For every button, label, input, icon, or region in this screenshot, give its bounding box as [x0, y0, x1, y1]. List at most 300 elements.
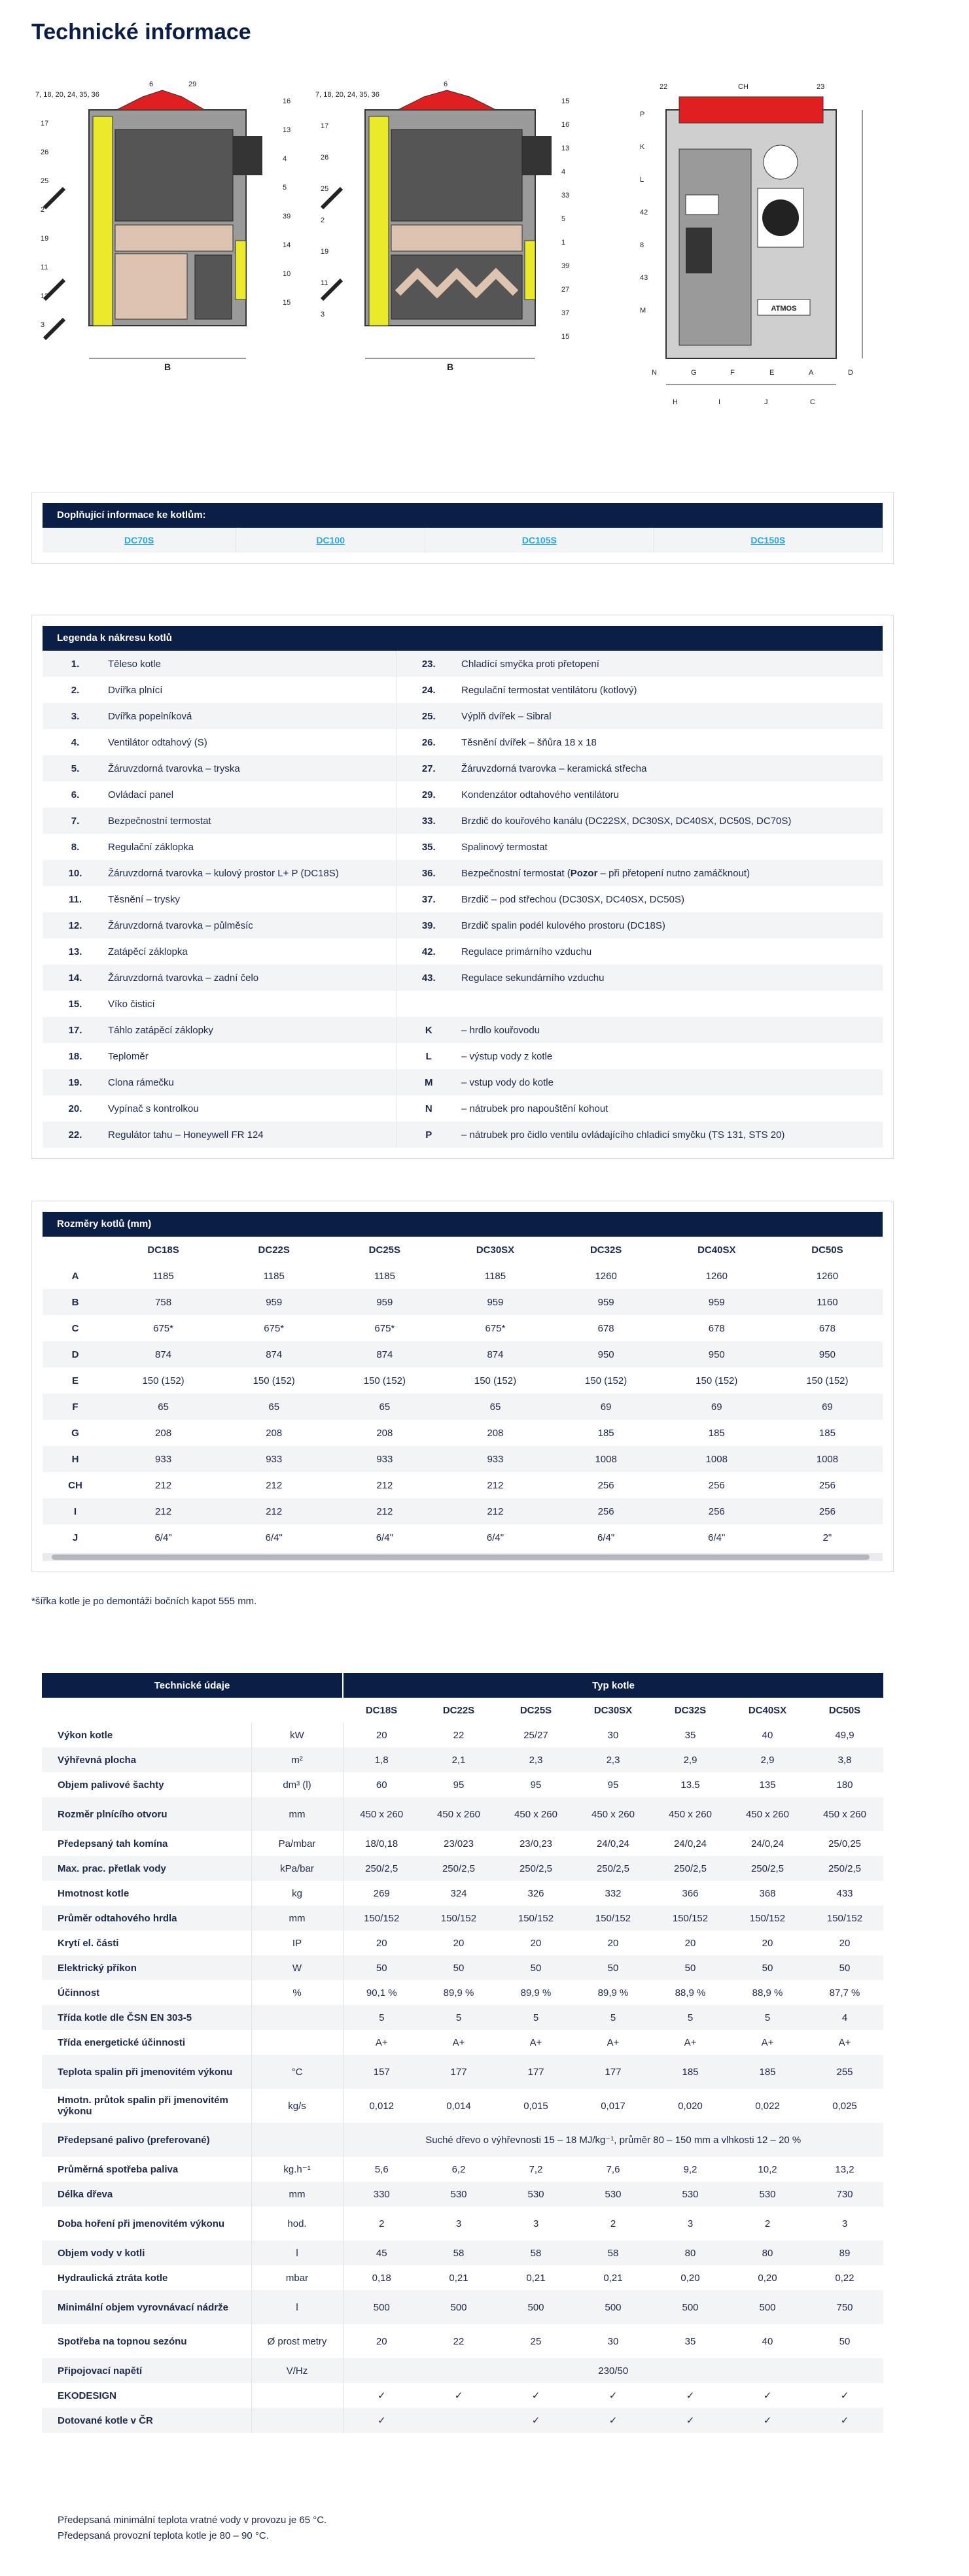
legend-text: – vstup vody do kotle — [461, 1069, 883, 1095]
dimension-value: 758 — [108, 1289, 219, 1315]
param-name: Hydraulická ztráta kotle — [58, 2272, 168, 2284]
dimension-value: 933 — [440, 1446, 550, 1472]
legend-number: 33. — [396, 808, 461, 834]
param-value: 433 — [836, 1887, 853, 1899]
legend-number: 2. — [71, 684, 80, 696]
param-value: 250/2,5 — [729, 1856, 806, 1881]
legend-text: Táhlo zatápěcí záklopky — [108, 1017, 396, 1043]
scrollbar-thumb[interactable] — [52, 1554, 870, 1560]
param-value: 5 — [652, 2005, 729, 2030]
param-value: 177 — [497, 2055, 574, 2089]
boiler-drawings — [31, 77, 875, 417]
dimension-value: 150 (152) — [253, 1375, 295, 1386]
legend-number: 19. — [43, 1069, 108, 1095]
param-value: 3 — [687, 2218, 694, 2229]
tech-head-left: Technické údaje — [42, 1673, 343, 1698]
dimension-value: 208 — [155, 1427, 172, 1439]
param-value: 150/152 — [806, 1906, 883, 1931]
param-value: A+ — [452, 2036, 465, 2048]
legend-text: Brzdič do kouřového kanálu (DC22SX, DC30SX, DC40SX, DC50S, DC70S) — [461, 808, 883, 834]
dimension-row — [43, 1524, 883, 1551]
param-value: 366 — [682, 1887, 699, 1899]
legend-number: 13. — [68, 946, 82, 957]
param-value: 269 — [373, 1887, 390, 1899]
dimension-value: 959 — [661, 1289, 772, 1315]
callout-label: 5 — [283, 184, 287, 192]
param-value: 25/27 — [523, 1729, 548, 1741]
dimensions-table — [43, 1237, 883, 1551]
legend-text: Žáruvzdorná tvarovka – zadní čelo — [108, 965, 396, 991]
dimension-value: 212 — [329, 1498, 440, 1524]
dimension-row — [43, 1446, 883, 1472]
param-value: A+ — [607, 2036, 620, 2048]
dimension-value: 874 — [219, 1341, 329, 1367]
callout-label: 17 — [321, 122, 329, 130]
param-unit — [251, 2123, 343, 2157]
dimension-value: 212 — [376, 1479, 393, 1491]
callout-label: 25 — [41, 177, 49, 185]
param-span-value: 230/50 — [343, 2358, 883, 2383]
param-value: 530 — [652, 2182, 729, 2207]
callout-label: F — [730, 369, 735, 377]
param-value: 0,20 — [680, 2272, 700, 2284]
param-value: 7,2 — [529, 2163, 543, 2175]
dimension-row — [43, 1289, 883, 1315]
param-value: 5,6 — [374, 2163, 389, 2175]
param-name: Objem vody v kotli — [42, 2241, 251, 2265]
tech-row — [42, 2324, 883, 2358]
param-value: 49,9 — [835, 1729, 854, 1741]
tech-row — [42, 2265, 883, 2290]
model-header: DC40SX — [697, 1244, 736, 1256]
dimension-value: 212 — [219, 1498, 329, 1524]
tech-row — [42, 2089, 883, 2123]
param-value: 450 x 260 — [497, 1797, 574, 1831]
boiler-section-drawing-1 — [31, 77, 306, 417]
legend-text: Regulace sekundárního vzduchu — [461, 965, 883, 991]
param-unit: mm — [251, 1797, 343, 1831]
legend-number: 1. — [43, 651, 108, 677]
callout-label: 6 — [149, 80, 154, 88]
legend-row — [43, 834, 883, 860]
dim-label: B — [164, 362, 171, 372]
param-value: 530 — [729, 2182, 806, 2207]
param-value: 88,9 % — [675, 1987, 706, 1999]
dimension-value: 150 (152) — [806, 1375, 849, 1386]
model-header: DC50S — [828, 1704, 861, 1716]
param-value: 23/023 — [444, 1838, 474, 1849]
dimension-key: H — [43, 1446, 108, 1472]
dimension-value: 675* — [485, 1322, 506, 1334]
legend-number: 6. — [71, 789, 80, 800]
legend-number: 5. — [43, 755, 108, 781]
param-unit — [251, 2408, 343, 2433]
param-value: 5 — [343, 2005, 420, 2030]
param-value: 135 — [759, 1779, 776, 1791]
tech-row — [42, 2030, 883, 2055]
param-value: 89,9 % — [443, 1987, 474, 1999]
param-value: 177 — [574, 2055, 652, 2089]
dimension-value: 933 — [108, 1446, 219, 1472]
link-cell — [43, 528, 236, 553]
check-icon: ✓ — [343, 2408, 420, 2433]
param-value: 2,9 — [652, 1747, 729, 1772]
tech-head-right: Typ kotle — [343, 1673, 883, 1698]
legend-number — [396, 991, 461, 1017]
legend-row — [43, 808, 883, 834]
param-value: 60 — [376, 1779, 387, 1791]
param-unit: % — [251, 1980, 343, 2005]
tech-row — [42, 1980, 883, 2005]
legend-text-part: Bezpečnostní termostat ( — [461, 867, 571, 879]
dimension-value: 6/4" — [708, 1532, 726, 1543]
param-value: 20 — [530, 1937, 542, 1949]
dimension-value: 874 — [440, 1341, 550, 1367]
model-header: DC50S — [811, 1244, 843, 1256]
legend-number: 37. — [396, 886, 461, 912]
legend-text: Regulace primárního vzduchu — [461, 946, 592, 957]
param-name: Výhřevná plocha — [42, 1747, 251, 1772]
callout-label: 37 — [561, 309, 570, 317]
dims-corner — [43, 1237, 108, 1263]
tech-row — [42, 2241, 883, 2265]
model-header: DC30SX — [593, 1704, 633, 1716]
dimension-value: 678 — [597, 1322, 614, 1334]
tech-row — [42, 2123, 883, 2157]
param-name: Třída kotle dle ČSN EN 303-5 — [42, 2005, 251, 2030]
param-value: 80 — [729, 2241, 806, 2265]
legend-text — [461, 991, 883, 1017]
param-value: 0,017 — [601, 2100, 625, 2112]
param-value: 88,9 % — [752, 1987, 783, 1999]
callout-label: 10 — [283, 270, 291, 278]
dimension-value: 65 — [329, 1394, 440, 1420]
param-unit: kW — [251, 1723, 343, 1747]
links-card — [31, 492, 894, 564]
model-header: DC22S — [442, 1704, 475, 1716]
callout-label: 11 — [321, 279, 328, 287]
callout-label: L — [640, 176, 644, 184]
legend-number: L — [396, 1043, 461, 1069]
param-value: 450 x 260 — [806, 1797, 883, 1831]
dimension-value: 150 (152) — [585, 1375, 627, 1386]
param-value: 250/2,5 — [574, 1856, 652, 1881]
param-name: Průměr odtahového hrdla — [42, 1906, 251, 1931]
param-value: 530 — [497, 2182, 574, 2207]
param-value: 22 — [453, 2335, 465, 2347]
callout-label: I — [718, 398, 721, 406]
tech-row — [42, 1881, 883, 1906]
param-value: 177 — [420, 2055, 497, 2089]
dimension-value: 185 — [819, 1427, 836, 1439]
legend-text: Bezpečnostní termostat — [108, 808, 396, 834]
legend-text: Kondenzátor odtahového ventilátoru — [461, 789, 620, 800]
legend-text: – výstup vody z kotle — [461, 1050, 553, 1062]
callout-label: CH — [738, 83, 749, 91]
tech-row — [42, 1797, 883, 1831]
dimension-value: 150 (152) — [696, 1375, 738, 1386]
param-value: 332 — [605, 1887, 622, 1899]
legend-number: 18. — [68, 1050, 82, 1062]
dimension-value: 256 — [819, 1479, 836, 1491]
param-value: 13,2 — [835, 2163, 854, 2175]
model-header: DC32S — [674, 1704, 707, 1716]
legend-text: Těsnění – trysky — [108, 893, 181, 905]
param-value: 25 — [530, 2335, 542, 2347]
legend-text: Ovládací panel — [108, 789, 174, 800]
param-unit: IP — [251, 1931, 343, 1955]
param-value: 20 — [607, 1937, 619, 1949]
model-link[interactable]: DC150S — [750, 534, 786, 545]
dimension-value: 1008 — [661, 1446, 772, 1472]
param-value: 330 — [343, 2182, 420, 2207]
param-value: 750 — [806, 2290, 883, 2324]
param-value: 730 — [806, 2182, 883, 2207]
technical-table — [42, 1673, 883, 2433]
param-name: Doba hoření při jmenovitém výkonu — [58, 2218, 225, 2229]
dimension-value: 69 — [661, 1394, 772, 1420]
param-name: Krytí el. části — [58, 1937, 119, 1949]
param-unit: Ø prost metry — [251, 2324, 343, 2358]
param-value: 30 — [607, 1729, 619, 1741]
tech-row — [42, 2290, 883, 2324]
legend-warning: Pozor — [570, 867, 598, 879]
param-value: 45 — [343, 2241, 420, 2265]
callout-label: A — [809, 369, 814, 377]
legend-text: Dvířka popelníková — [108, 703, 396, 729]
dimension-value: 150 (152) — [142, 1375, 185, 1386]
legend-row — [43, 860, 883, 886]
dimension-value: 6/4" — [265, 1532, 283, 1543]
dimension-value: 950 — [551, 1341, 661, 1367]
param-value: 58 — [497, 2241, 574, 2265]
param-value: 20 — [376, 2335, 387, 2347]
param-value: 150/152 — [729, 1906, 806, 1931]
dimension-value: 212 — [440, 1498, 550, 1524]
param-name: Elektrický příkon — [42, 1955, 251, 1980]
param-value: 24/0,24 — [750, 1838, 784, 1849]
legend-number: 35. — [396, 834, 461, 860]
dimension-value: 959 — [329, 1289, 440, 1315]
param-value: 150/152 — [343, 1906, 420, 1931]
param-value: 89,9 % — [520, 1987, 552, 1999]
param-value: 326 — [527, 1887, 544, 1899]
links-table — [43, 528, 883, 553]
param-value: 3,8 — [806, 1747, 883, 1772]
callout-label: 2 — [41, 206, 45, 214]
dimension-key: D — [43, 1341, 108, 1367]
param-value: 89 — [806, 2241, 883, 2265]
boiler-section-drawing-2 — [313, 77, 594, 417]
tech-sub-corner — [42, 1698, 343, 1723]
model-link[interactable]: DC70S — [124, 534, 154, 545]
param-value: 0,22 — [835, 2272, 854, 2284]
param-value: 5 — [420, 2005, 497, 2030]
tech-row — [42, 1772, 883, 1797]
param-name: Dotované kotle v ČR — [42, 2408, 251, 2433]
param-value: 20 — [453, 1937, 465, 1949]
link-cell — [654, 528, 882, 553]
legend-number: 3. — [43, 703, 108, 729]
param-unit: hod. — [251, 2207, 343, 2241]
link-cell — [425, 528, 654, 553]
param-span-value: Suché dřevo o výhřevnosti 15 – 18 MJ/kg⁻¹, průměr 80 – 150 mm a vlhkosti 12 – 20 % — [343, 2123, 883, 2157]
param-value: 368 — [759, 1887, 776, 1899]
param-value: 450 x 260 — [420, 1797, 497, 1831]
param-value: 50 — [497, 1955, 574, 1980]
callout-label: 11 — [41, 264, 48, 271]
horizontal-scrollbar[interactable] — [43, 1553, 883, 1561]
boiler-front-drawing — [620, 77, 875, 417]
callout-label: H — [673, 398, 678, 406]
dimension-value: 950 — [772, 1341, 883, 1367]
legend-text-part: – při přetopení nutno zamáčknout) — [597, 867, 750, 879]
legend-text: Brzdič – pod střechou (DC30SX, DC40SX, DC50S) — [461, 893, 684, 905]
callout-label: N — [652, 369, 657, 377]
callout-label: 3 — [321, 311, 325, 318]
callout-label: 39 — [283, 213, 291, 220]
dimension-value: 256 — [708, 1479, 725, 1491]
param-value: 80 — [652, 2241, 729, 2265]
dimension-value: 65 — [219, 1394, 329, 1420]
param-name: Teplota spalin při jmenovitém výkonu — [42, 2055, 251, 2089]
legend-text: – nátrubek pro čidlo ventilu ovládajícího chladicí smyčku (TS 131, STS 20) — [461, 1122, 883, 1148]
param-value: 95 — [453, 1779, 465, 1791]
param-value: 89,9 % — [597, 1987, 629, 1999]
legend-text: Vypínač s kontrolkou — [108, 1103, 199, 1114]
param-value: 500 — [574, 2290, 652, 2324]
param-value: 20 — [684, 1937, 696, 1949]
legend-text: Žáruvzdorná tvarovka – keramická střecha — [461, 755, 883, 781]
param-name: Předepsané palivo (preferované) — [42, 2123, 251, 2157]
callout-label: 29 — [188, 80, 197, 88]
param-value: 450 x 260 — [652, 1797, 729, 1831]
param-value: 500 — [497, 2290, 574, 2324]
param-unit: kg/s — [251, 2089, 343, 2123]
legend-text: Těleso kotle — [108, 651, 396, 677]
model-header: DC18S — [365, 1704, 398, 1716]
legend-row — [43, 965, 883, 991]
legend-title: Legenda k nákresu kotlů — [43, 626, 883, 651]
param-value: 50 — [806, 1955, 883, 1980]
dimension-row — [43, 1394, 883, 1420]
model-link[interactable]: DC105S — [521, 534, 557, 545]
param-value: 255 — [806, 2055, 883, 2089]
legend-text: Teploměr — [108, 1050, 149, 1062]
legend-text: – nátrubek pro napouštění kohout — [461, 1103, 608, 1114]
param-unit: °C — [251, 2055, 343, 2089]
param-value: 500 — [652, 2290, 729, 2324]
check-icon: ✓ — [806, 2408, 883, 2433]
param-value: 6,2 — [451, 2163, 466, 2175]
legend-text: Těsnění dvířek – šňůra 18 x 18 — [461, 736, 597, 748]
legend-row — [43, 1095, 883, 1122]
dimension-value: 185 — [708, 1427, 725, 1439]
param-value: 2,1 — [420, 1747, 497, 1772]
param-value: 2 — [379, 2218, 385, 2229]
legend-row — [43, 677, 883, 703]
param-value: 250/2,5 — [497, 1856, 574, 1881]
tech-notes — [58, 2513, 326, 2544]
param-name: Hmotn. průtok spalin při jmenovitém výkonu — [58, 2095, 228, 2117]
callout-label: 7, 18, 20, 24, 35, 36 — [35, 91, 99, 99]
param-value: 90,1 % — [366, 1987, 397, 1999]
tech-row — [42, 1747, 883, 1772]
param-unit: m² — [251, 1747, 343, 1772]
param-value: 23/0,23 — [519, 1838, 553, 1849]
param-value: 0,020 — [678, 2100, 703, 2112]
callout-label: 39 — [561, 262, 570, 270]
model-header: DC22S — [258, 1244, 290, 1256]
callout-label: 26 — [321, 154, 329, 162]
param-value: 50 — [652, 1955, 729, 1980]
param-value: 3 — [841, 2218, 848, 2229]
param-value: 40 — [762, 2335, 773, 2347]
dimension-key: A — [71, 1270, 79, 1282]
param-value: 157 — [343, 2055, 420, 2089]
param-unit — [251, 2030, 343, 2055]
dimension-value: 208 — [487, 1427, 504, 1439]
legend-row — [43, 1043, 883, 1069]
callout-label: 27 — [561, 286, 570, 294]
legend-row — [43, 781, 883, 808]
param-value: 0,20 — [758, 2272, 777, 2284]
dimension-row — [43, 1341, 883, 1367]
dimension-value: 959 — [551, 1289, 661, 1315]
model-link[interactable]: DC100 — [316, 534, 345, 545]
legend-number: 15. — [68, 998, 82, 1010]
legend-number: 24. — [396, 677, 461, 703]
tech-row — [42, 2182, 883, 2207]
param-name: Max. prac. přetlak vody — [42, 1856, 251, 1881]
callout-label: 17 — [41, 120, 49, 128]
param-value: A+ — [838, 2036, 851, 2048]
dimension-value: 256 — [597, 1479, 614, 1491]
callout-label: 1 — [561, 239, 566, 247]
tech-row — [42, 2055, 883, 2089]
param-value: 35 — [684, 2335, 696, 2347]
legend-number: 27. — [396, 755, 461, 781]
callout-label: E — [769, 369, 775, 377]
param-value: 10,2 — [758, 2163, 777, 2175]
param-value: 20 — [762, 1937, 773, 1949]
callout-label: 23 — [817, 83, 825, 91]
legend-number: 11. — [68, 893, 82, 905]
legend-text: Regulační termostat ventilátoru (kotlový) — [461, 684, 637, 696]
model-header: DC32S — [590, 1244, 622, 1256]
tech-row — [42, 1955, 883, 1980]
dimension-value: 256 — [551, 1498, 661, 1524]
note-line: Předepsaná minimální teplota vratné vody v provozu je 65 °C. — [58, 2515, 327, 2526]
model-header: DC18S — [147, 1244, 179, 1256]
callout-label: G — [691, 369, 697, 377]
dimension-value: 69 — [551, 1394, 661, 1420]
param-name: EKODESIGN — [58, 2390, 117, 2401]
param-value: 0,18 — [372, 2272, 391, 2284]
param-value: 150/152 — [574, 1906, 652, 1931]
callout-label: 42 — [640, 209, 648, 216]
legend-card — [31, 615, 894, 1159]
dimension-value: 959 — [219, 1289, 329, 1315]
dimension-value: 959 — [440, 1289, 550, 1315]
param-value: 2,3 — [574, 1747, 652, 1772]
dimension-row — [43, 1498, 883, 1524]
dimension-key: E — [71, 1375, 79, 1386]
param-value: 18/0,18 — [365, 1838, 398, 1849]
tech-row — [42, 1856, 883, 1881]
param-value: 7,6 — [606, 2163, 620, 2175]
legend-number: 8. — [71, 841, 80, 853]
